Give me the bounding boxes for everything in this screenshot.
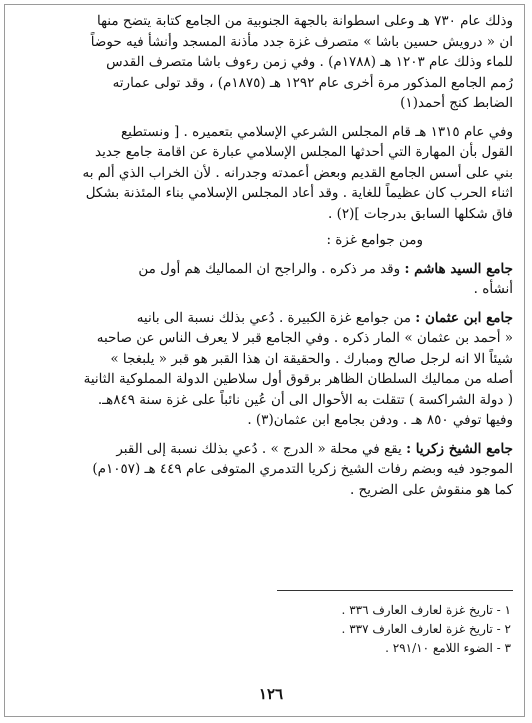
mosque-name: جامع الشيخ زكريا : — [406, 440, 513, 457]
text-line: شيئاً الا انه لرجل صالح ومبارك . والحقيقة ان هذا القبر هو قبر « يلبغجا » — [110, 350, 513, 367]
text-line: للماء وذلك عام ١٢٠٣ هـ (١٧٨٨م) . وفي زمن رءوف باشا متصرف القدس — [106, 54, 513, 70]
paragraph-sayyid-hashim-mosque — [19, 259, 513, 300]
section-heading: ومن جوامع غزة : — [326, 232, 423, 248]
paragraph-islamic-council — [19, 122, 513, 225]
footnotes — [205, 601, 511, 658]
page-frame — [4, 4, 525, 717]
text-line: بني على أسس الجامع القديم وبعض أعمدته وجدرانه . لأن الخراب الذي ألم به — [82, 164, 513, 181]
text-line: وفي عام ١٣١٥ هـ قام المجلس الشرعي الإسلامي بتعميره . [ ونستطيع — [120, 123, 513, 140]
text-line: جامع ابن عثمان : من جوامع غزة الكبيرة . دُعي بذلك نسبة الى بانيه — [136, 309, 513, 326]
text-line: أنشأه . — [473, 281, 513, 297]
paragraph-minaret-history — [19, 11, 513, 114]
footnote-2: ٢ - تاريخ غزة لعارف العارف ٣٣٧ . — [341, 622, 511, 636]
text-line: رُمم الجامع المذكور مرة أخرى عام ١٢٩٢ هـ (١٨٧٥م) ، وقد تولى عمارته — [112, 74, 513, 91]
text-line: وذلك عام ٧٣٠ هـ وعلى اسطوانة بالجهة الجنوبية من الجامع كتابة يتضح منها — [96, 13, 513, 29]
text-line: جامع الشيخ زكريا : يقع في محلة « الدرج » . دُعي بذلك نسبة إلى القبر — [116, 440, 513, 457]
text-line: وفيها توفي ٨٥٠ هـ . ودفن بجامع ابن عثمان(٣) . — [247, 412, 513, 428]
text-line: كما هو منقوش على الضريح . — [349, 481, 513, 498]
text-line: الضابط كنج أحمد(١) — [400, 95, 513, 111]
text-line: « أحمد بن عثمان » المار ذكره . وفي الجامع قبر لا يعرف الناس عن صاحبه — [96, 330, 513, 346]
mosque-name: جامع السيد هاشم : — [404, 260, 513, 277]
text-line: اثناء الحرب كان عظيماً للغاية . وقد أعاد المجلس الإسلامي بناء المئذنة بشكل — [85, 185, 513, 201]
text-line: جامع السيد هاشم : وقد مر ذكره . والراجح ان المماليك هم أول من — [138, 260, 513, 277]
text-line: القول بأن المهارة التي أحدثها المجلس الإسلامي عبارة عن اقامة جامع جديد — [95, 144, 513, 160]
page-number: ١٢٦ — [258, 685, 284, 703]
document-body — [19, 11, 513, 500]
footnote-divider — [277, 590, 513, 591]
text-line: الموجود فيه وبضم رفات الشيخ زكريا التدمري المتوفى عام ٤٤٩ هـ (١٠٥٧م) — [92, 461, 513, 477]
footnote-3: ٣ - الضوء اللامع ٢٩١/١٠ . — [385, 641, 511, 655]
text-line: فاق شكلها السابق بدرجات ](٢) . — [327, 205, 513, 222]
mosque-name: جامع ابن عثمان : — [415, 309, 513, 326]
footnote-1: ١ - تاريخ غزة لعارف العارف ٣٣٦ . — [341, 603, 511, 617]
paragraph-ibn-othman-mosque — [19, 308, 513, 431]
paragraph-sheikh-zakariya-mosque — [19, 439, 513, 501]
text-line: ( دولة الشراكسة ) تتقلت به الأحوال الى أن عُين نائباً على غزة سنة ٨٤٩هـ. — [97, 391, 513, 408]
text-line: ان « درويش حسين باشا » متصرف غزة جدد مأذنة المسجد وأنشأ فيه حوضاً — [90, 33, 513, 50]
text-line: أصله من مماليك السلطان الظاهر برقوق أول سلاطين الدولة المملوكية الثانية — [83, 371, 513, 387]
section-heading-gaza-mosques — [19, 230, 513, 251]
